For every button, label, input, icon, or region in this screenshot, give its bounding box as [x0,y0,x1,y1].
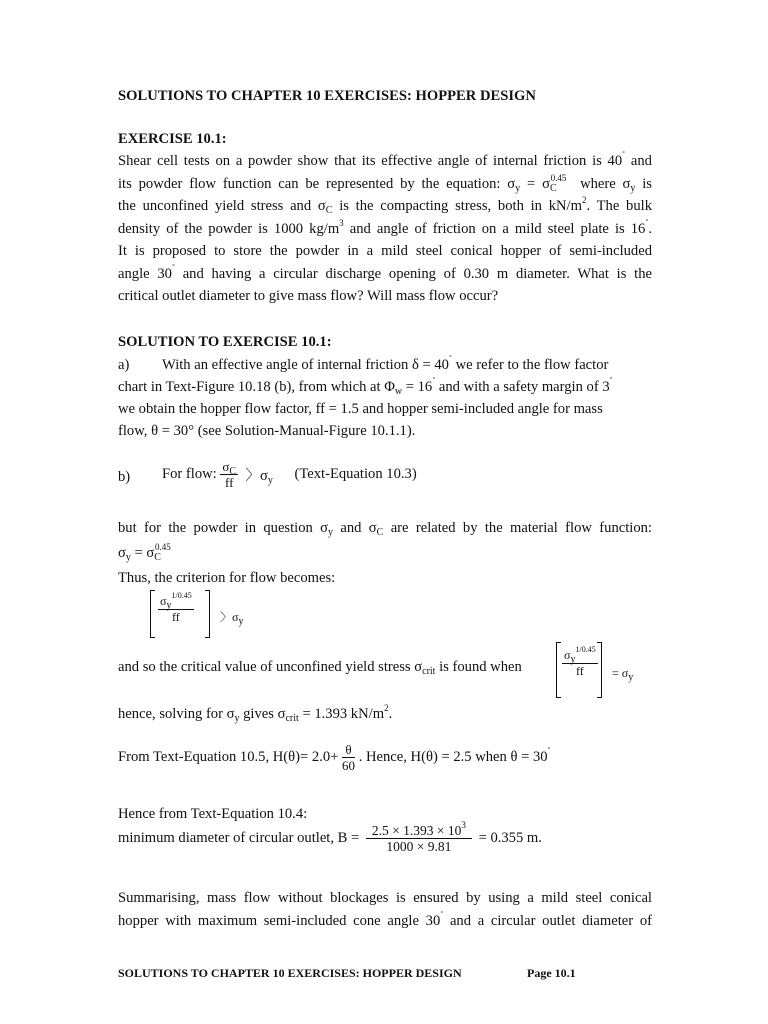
exercise-line-6: angle 30˚ and having a circular discharge opening of 0.30 m diameter. What is the [118,262,652,282]
exercise-line-5: It is proposed to store the powder in a mild steel conical hopper of semi-included [118,243,652,259]
criterion-relation: 〉$\sigma_y$ [220,610,244,627]
summary-line-1: Summarising, mass flow without blockages is ensured by using a mild steel conical [118,890,652,906]
flow-relation: 〉$\sigma_y$ [241,468,273,486]
exercise-line-1: Shear cell tests on a powder show that its effective angle of internal friction is 40˚ and [118,150,652,169]
hence-from: Hence from Text-Equation 10.4: [118,806,308,822]
hence-solving: hence, solving for $\sigma_y$ gives $\sigma_{crit} = 1.393$ $kN/m^2$. [118,703,393,724]
flow-fraction-num: $\sigma_C$ [222,459,237,477]
flow-fraction [220,459,238,490]
solution-heading: SOLUTION TO EXERCISE 10.1: [118,334,332,350]
h-theta-num: θ [342,742,355,758]
part-b-flow-criterion [162,459,417,490]
min-diameter-result: = 0.355 m. [478,830,542,846]
part-a-line-2-render: chart in Text-Figure 10.18 (b), from which at $\Phi_w = 16^˚$ and with a safety margin of 3˚ [118,376,613,397]
summary-para [118,887,652,932]
material-line-2: $\sigma_y = \sigma_C^{0.45}$ [118,541,171,563]
exercise-heading: EXERCISE 10.1: [118,131,227,147]
criterion-den: ff [171,610,180,624]
part-a-line-4: flow, θ = 30° (see Solution-Manual-Figure 10.1.1). [118,423,416,439]
min-diameter-line [118,820,542,854]
exercise-line-7: critical outlet diameter to give mass flow? Will mass flow occur? [118,288,499,304]
min-diameter-prefix: minimum diameter of circular outlet, B = [118,830,360,846]
part-a-line-1: With an effective angle of internal friction δ = 40˚ we refer to the flow factor [162,354,609,373]
exercise-statement [118,150,652,308]
exercise-line-4: density of the powder is 1000 $kg/m^3$ and angle of friction on a mild steel plate is 16˚. [118,217,652,237]
page-title: SOLUTIONS TO CHAPTER 10 EXERCISES: HOPPER DESIGN [118,88,536,104]
material-flow-para [118,517,652,564]
exercise-line-2: its powder flow function can be represented by the equation: $\sigma_y = \sigma_C^{0.45}$ where $\sigma_y$ is [118,172,652,194]
part-a-label: a) [118,357,130,373]
h-theta-line [118,742,551,773]
critical-text: and so the critical value of unconfined yield stress $\sigma_{crit}$ is found when [118,659,522,677]
min-diameter-den: 1000 × 9.81 [386,839,452,854]
material-line-1: but for the powder in question $\sigma_y$ and $\sigma_C$ are related by the material flow function: [118,520,652,538]
part-a-line-3: we obtain the hopper flow factor, ff = 1.5 and hopper semi-included angle for mass [118,401,603,417]
h-theta-prefix: From Text-Equation 10.5, H(θ)= 2.0+ [118,749,339,765]
min-diameter-num: $2.5 \times 1.393 \times 10^3$ [366,823,472,839]
critical-relation: = $\sigma_y$ [612,666,634,683]
criterion-text: Thus, the criterion for flow becomes: [118,570,336,586]
flow-reference: (Text-Equation 10.3) [294,466,417,482]
summary-line-2: hopper with maximum semi-included cone angle 30˚ and a circular outlet diameter of [118,909,652,929]
critical-den: ff [575,664,584,678]
h-theta-fraction [342,742,355,773]
criterion-fraction: $\frac{\sigma_y^{1/0.45}}{ff}$ [160,591,192,624]
part-b-prefix: For flow: [162,466,217,482]
footer-title: SOLUTIONS TO CHAPTER 10 EXERCISES: HOPPER DESIGN [118,966,462,980]
flow-fraction-den: ff [225,475,234,490]
part-b-label: b) [118,469,131,485]
exercise-line-3: the unconfined yield stress and $\sigma_C$ is the compacting stress, both in $kN/m^2$. The bulk [118,195,652,216]
min-diameter-fraction [366,820,472,854]
critical-fraction: $\frac{\sigma_y^{1/0.45}}{ff}$ [564,645,596,678]
footer-page-number: Page 10.1 [527,966,576,980]
h-theta-den: 60 [342,758,356,773]
h-theta-suffix: . Hence, H(θ) = 2.5 when θ = 30˚ [358,746,551,765]
